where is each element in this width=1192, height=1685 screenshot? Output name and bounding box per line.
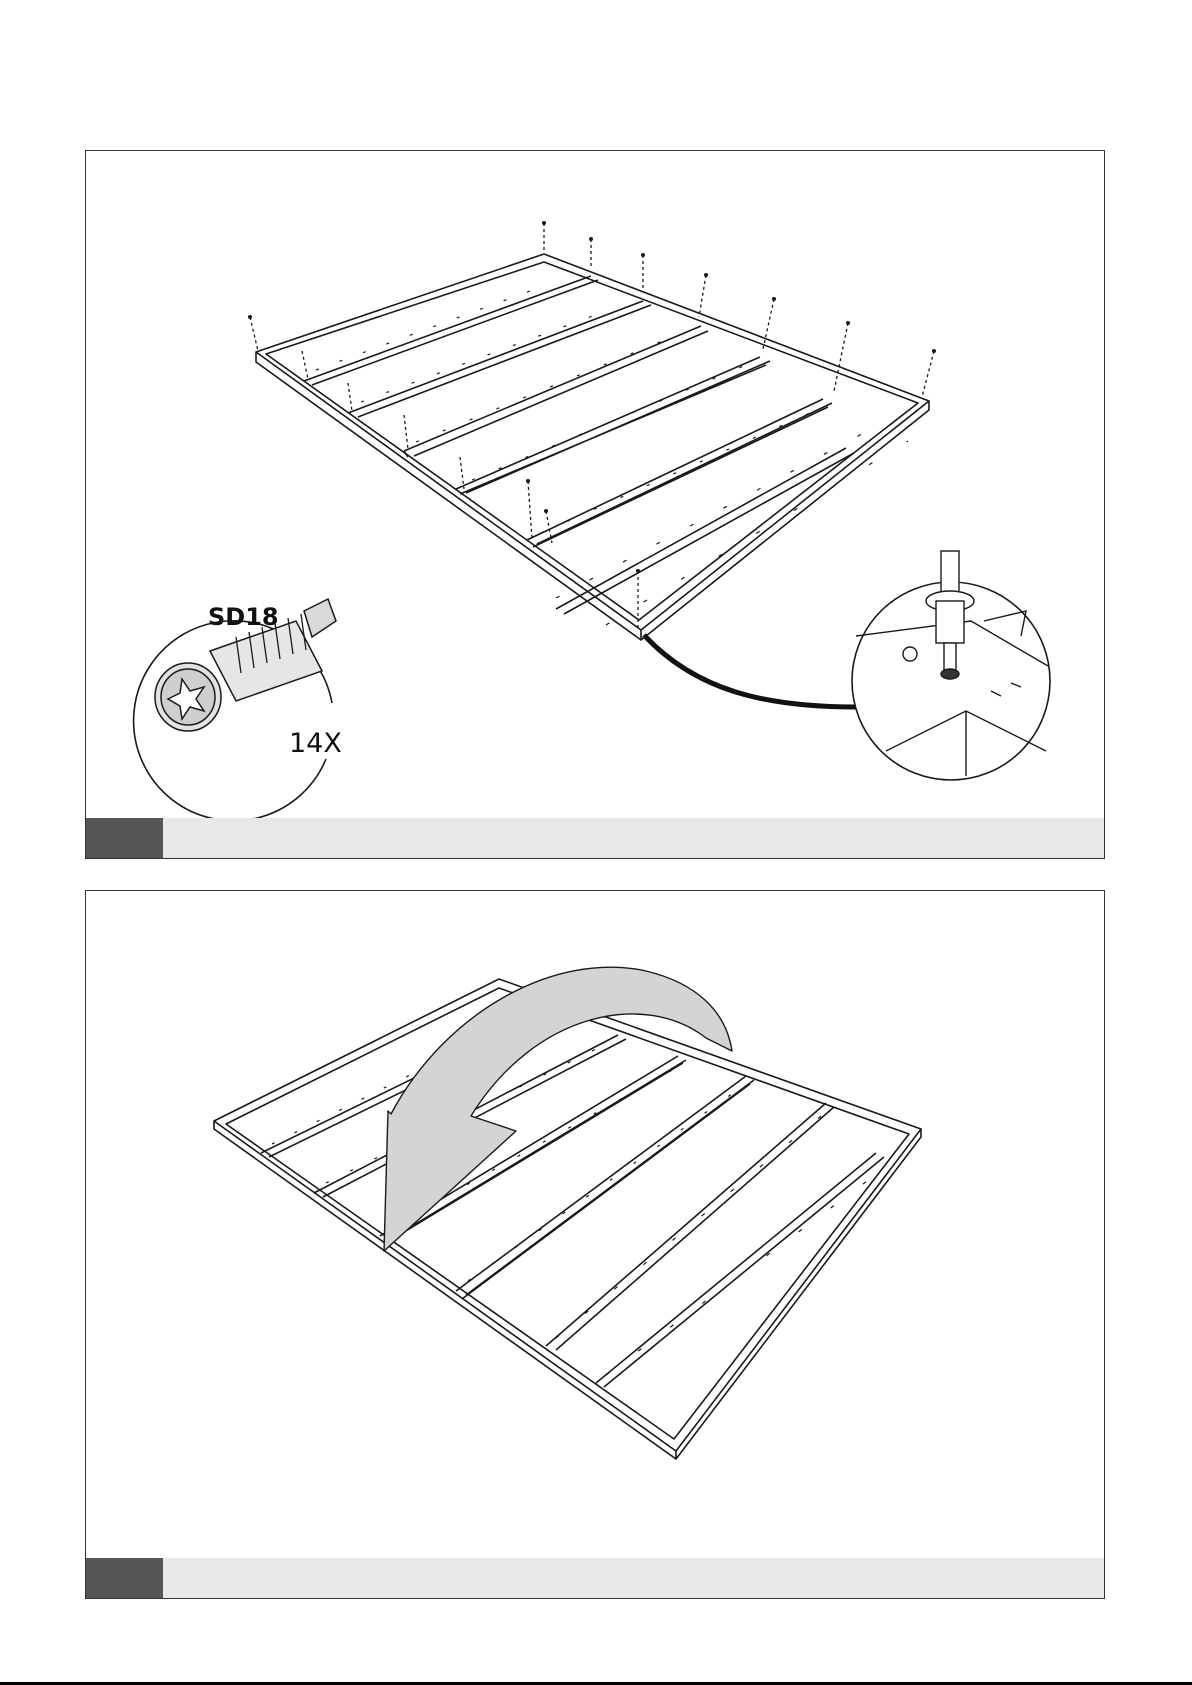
step-panel-2 [85,890,1105,1599]
floor-frame-assembly-illustration [86,151,1104,819]
screw-quantity-label: 14X [289,728,342,759]
step-number-block [86,818,163,858]
step-footer-bar [86,818,1104,858]
step-number-block [86,1558,163,1598]
drill-driving-screw-icon [852,551,1050,780]
step-panel-1 [85,150,1105,859]
floor-frame-flip-illustration [86,891,1104,1559]
self-drilling-screw-icon [134,599,336,819]
screw-code-label: SD18 [208,603,279,631]
step-footer-bar [86,1558,1104,1598]
